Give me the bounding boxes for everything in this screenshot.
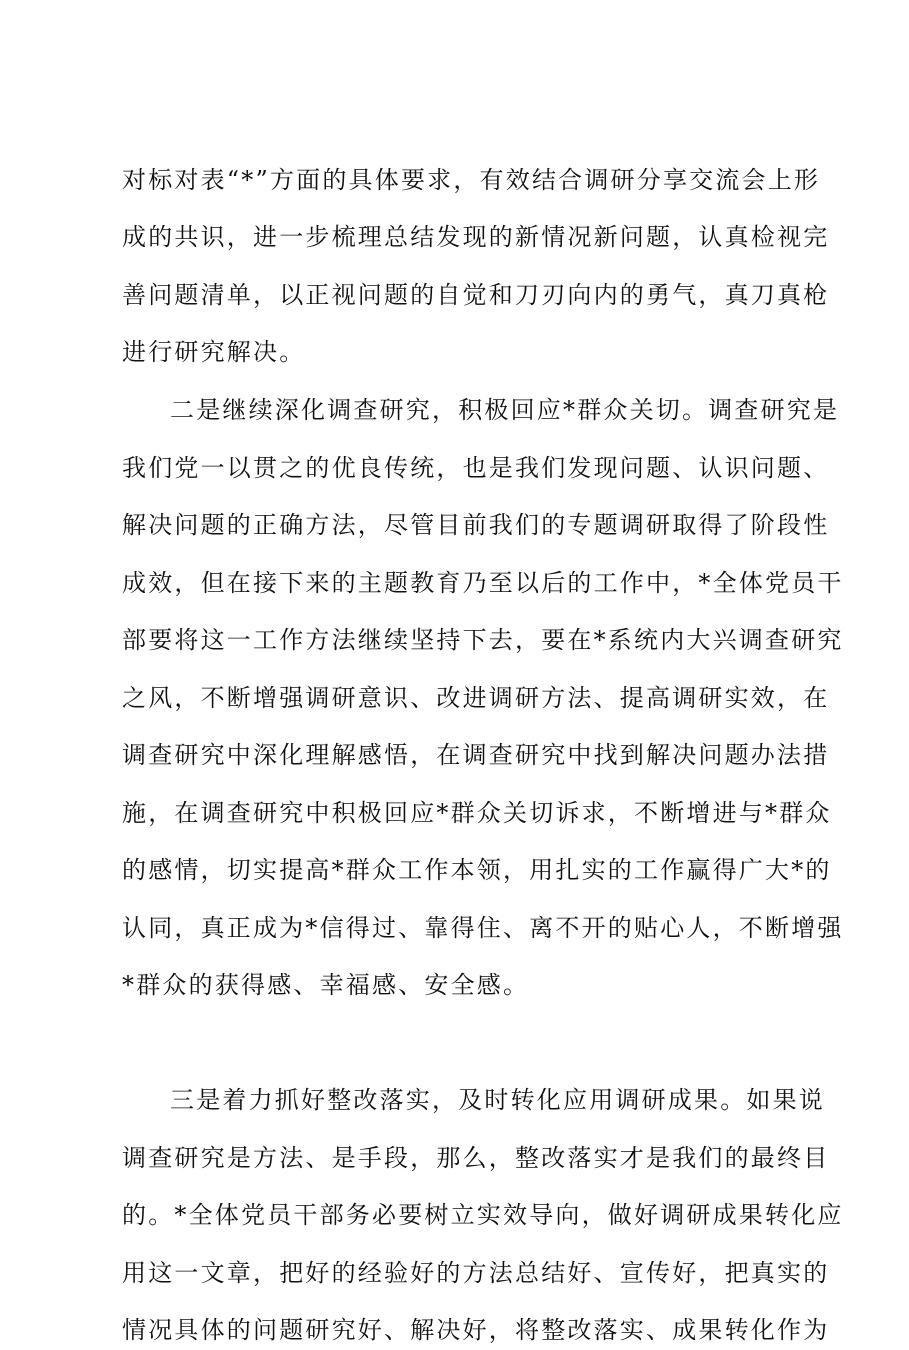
- paragraph-2-first-line: 二是继续深化调查研究，积极回应*群众关切。调查研究是: [170, 396, 840, 424]
- text-line: 调查研究是方法、是手段，那么，整改落实才是我们的最终目: [122, 1144, 830, 1172]
- text-line: 部要将这一工作方法继续坚持下去，要在*系统内大兴调查研究: [122, 626, 844, 654]
- text-line: 解决问题的正确方法，尽管目前我们的专题调研取得了阶段性: [122, 511, 830, 539]
- text-line: 用这一文章，把好的经验好的方法总结好、宣传好，把真实的: [122, 1259, 830, 1287]
- text-line: *群众的获得感、幸福感、安全感。: [122, 971, 530, 999]
- text-line: 的感情，切实提高*群众工作本领，用扎实的工作赢得广大*的: [122, 856, 832, 884]
- text-line: 成效，但在接下来的主题教育乃至以后的工作中，*全体党员干: [122, 569, 844, 597]
- text-line: 情况具体的问题研究好、解决好，将整改落实、成果转化作为: [122, 1316, 830, 1344]
- text-line: 调查研究中深化理解感悟，在调查研究中找到解决问题办法措: [122, 741, 830, 769]
- text-line: 认同，真正成为*信得过、靠得住、离不开的贴心人，不断增强: [122, 914, 844, 942]
- text-line: 进行研究解决。: [122, 338, 306, 366]
- text-line: 的。*全体党员干部务必要树立实效导向，做好调研成果转化应: [122, 1201, 844, 1229]
- text-line: 善问题清单，以正视问题的自觉和刀刃向内的勇气，真刀真枪: [122, 281, 830, 309]
- text-line: 我们党一以贯之的优良传统，也是我们发现问题、认识问题、: [122, 454, 830, 482]
- paragraph-3-first-line: 三是着力抓好整改落实，及时转化应用调研成果。如果说: [170, 1086, 825, 1114]
- text-line: 之风，不断增强调研意识、改进调研方法、提高调研实效，在: [122, 684, 830, 712]
- text-line: 对标对表“*”方面的具体要求，有效结合调研分享交流会上形: [122, 166, 821, 194]
- text-line: 施，在调查研究中积极回应*群众关切诉求，不断增进与*群众: [122, 799, 832, 827]
- text-line: 成的共识，进一步梳理总结发现的新情况新问题，认真检视完: [122, 223, 830, 251]
